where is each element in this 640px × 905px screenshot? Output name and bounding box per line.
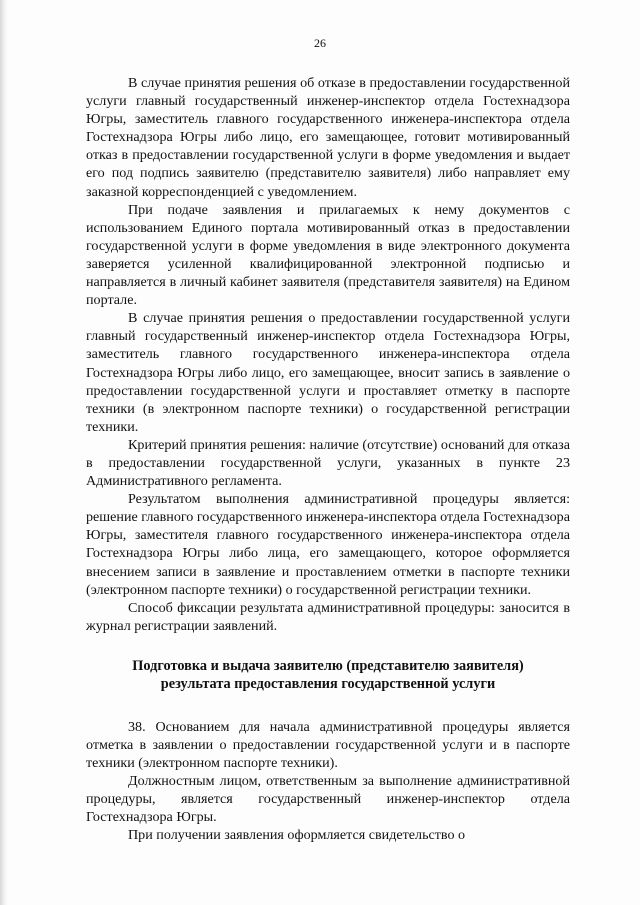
section-heading-line-1: Подготовка и выдача заявителю (представителю заявителя)	[132, 657, 524, 674]
paragraph-item-38: 38. Основанием для начала административной процедуры является отметка в заявлении о предоставлении государственной услуги и в паспорте техники (электронном паспорте техники).	[86, 718, 570, 771]
section-heading	[86, 657, 570, 694]
page-number: 26	[314, 36, 326, 50]
paragraph-positive-decision: В случае принятия решения о предоставлении государственной услуги главный государственный инженер-инспектор отдела Гостехнадзора Югры, заместитель главного государственного инженера-инспектора отдела Гостехнадзора Югры либо лицо, его замещающее, вносит запись в заявление о предоставлении государственной услуги и проставляет отметку в паспорте техники (в электронном паспорте техники) о государственной регистрации техники.	[86, 310, 570, 435]
scan-edge-shadow	[0, 0, 8, 905]
section-heading-line-2: результата предоставления государственной услуги	[160, 676, 496, 693]
paragraph-fixation-method: Способ фиксации результата административной процедуры: заносится в журнал регистрации заявлений.	[86, 599, 570, 634]
document-body	[86, 74, 570, 844]
paragraph-procedure-result: Результатом выполнения административной процедуры является: решение главного государственного инженера-инспектора отдела Гостехнадзора Югры, заместителя главного государственного инженера-инспектора отдела Гостехнадзора Югры либо лица, его замещающего, которое оформляется внесением записи в заявление и проставлением отметки в паспорте техники (электронном паспорте техники) о государственной регистрации техники.	[86, 491, 570, 598]
paragraph-refusal: В случае принятия решения об отказе в предоставлении государственной услуги главный государственный инженер-инспектор отдела Гостехнадзора Югры, заместитель главного государственного инженера-инспектора отдела Гостехнадзора Югры либо лицо, его замещающее, готовит мотивированный отказ в предоставлении государственной услуги в форме уведомления и выдает его под подпись заявителю (представителю заявителя) либо направляет ему заказной корреспонденцией с уведомлением.	[86, 75, 570, 200]
paragraph-certificate-start: При получении заявления оформляется свидетельство о	[128, 827, 466, 844]
paragraph-decision-criterion: Критерий принятия решения: наличие (отсутствие) оснований для отказа в предоставлении государственной услуги, указанных в пункте 23 Административного регламента.	[86, 436, 570, 490]
paragraph-responsible-official: Должностным лицом, ответственным за выполнение административной процедуры, является государственный инженер-инспектор отдела Гостехнадзора Югры.	[86, 773, 570, 826]
paragraph-portal-refusal: При подаче заявления и прилагаемых к нему документов с использованием Единого портала мотивированный отказ в предоставлении государственной услуги в форме уведомления в виде электронного документа заверяется усиленной квалифицированной электронной подписью и направляется в личный кабинет заявителя (представителя заявителя) на Едином портале.	[86, 201, 570, 309]
